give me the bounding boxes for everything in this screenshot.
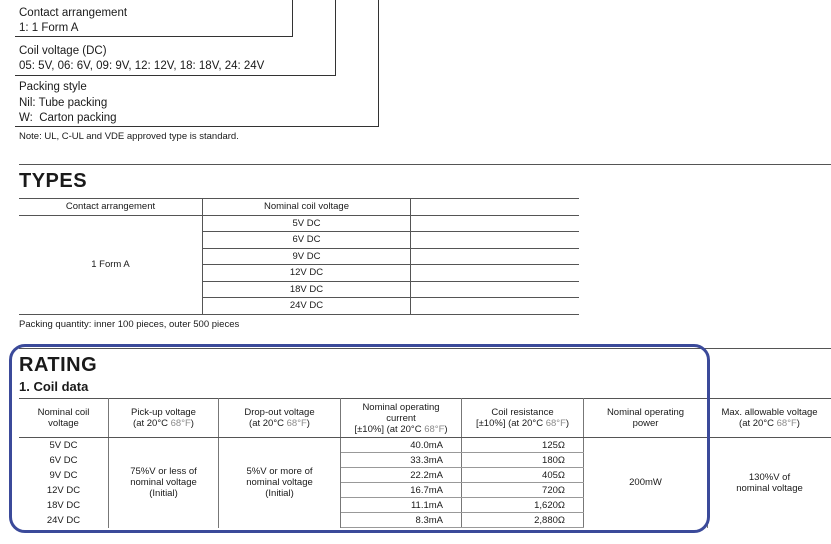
header-nominal-power: Nominal operating power: [584, 399, 708, 438]
coil-voltage-title: Coil voltage (DC): [19, 45, 107, 57]
rating-highlight-frame: [9, 344, 710, 533]
types-col-voltage: Nominal coil voltage: [203, 199, 411, 216]
header-pickup-voltage: Pick-up voltage (at 20°C 68°F): [109, 399, 219, 438]
row-resistance: 2,880Ω: [462, 513, 584, 528]
row-current: 16.7mA: [341, 483, 462, 498]
packing-style-w: W: Carton packing: [19, 112, 117, 124]
row-voltage: 6V DC: [19, 453, 109, 468]
row-voltage: 9V DC: [19, 468, 109, 483]
contact-arrangement-title: Contact arrangement: [19, 7, 128, 19]
row-current: 8.3mA: [341, 513, 462, 528]
row-current: 22.2mA: [341, 468, 462, 483]
types-heading: TYPES: [19, 170, 88, 192]
coil-data-subheading: 1. Coil data: [19, 379, 89, 394]
types-voltage: 12V DC: [203, 265, 411, 282]
types-voltage: 6V DC: [203, 232, 411, 249]
row-current: 11.1mA: [341, 498, 462, 513]
row-resistance: 180Ω: [462, 453, 584, 468]
row-voltage: 18V DC: [19, 498, 109, 513]
types-table: [19, 198, 579, 315]
header-nominal-current: Nominal operating current [±10%] (at 20°C 68°F): [341, 399, 462, 438]
types-voltage: 5V DC: [203, 215, 411, 232]
dropout-value: 5%V or more of nominal voltage (Initial): [219, 438, 341, 528]
types-voltage: 24V DC: [203, 298, 411, 315]
row-current: 33.3mA: [341, 453, 462, 468]
types-contact-value: 1 Form A: [19, 215, 203, 314]
types-col-contact: Contact arrangement: [19, 199, 203, 216]
header-nominal-coil-voltage: Nominal coil voltage: [19, 399, 109, 438]
row-voltage: 12V DC: [19, 483, 109, 498]
header-coil-resistance: Coil resistance [±10%] (at 20°C 68°F): [462, 399, 584, 438]
power-value: 200mW: [584, 438, 708, 528]
row-voltage: 5V DC: [19, 438, 109, 453]
approval-note: Note: UL, C-UL and VDE approved type is standard.: [19, 131, 239, 142]
row-current: 40.0mA: [341, 438, 462, 453]
row-resistance: 1,620Ω: [462, 498, 584, 513]
row-resistance: 405Ω: [462, 468, 584, 483]
header-max-voltage: Max. allowable voltage (at 20°C 68°F): [708, 399, 831, 438]
packing-style-nil: Nil: Tube packing: [19, 97, 108, 109]
max-voltage-value: 130%V of nominal voltage: [736, 471, 803, 494]
packing-style-title: Packing style: [19, 81, 87, 93]
types-voltage: 18V DC: [203, 281, 411, 298]
contact-arrangement-value: 1: 1 Form A: [19, 22, 79, 34]
row-resistance: 125Ω: [462, 438, 584, 453]
pickup-value: 75%V or less of nominal voltage (Initial): [109, 438, 219, 528]
header-dropout-voltage: Drop-out voltage (at 20°C 68°F): [219, 399, 341, 438]
packing-quantity: Packing quantity: inner 100 pieces, outer 500 pieces: [19, 319, 240, 330]
types-voltage: 9V DC: [203, 248, 411, 265]
coil-voltage-value: 05: 5V, 06: 6V, 09: 9V, 12: 12V, 18: 18V, 24: 24V: [19, 60, 265, 72]
rating-heading: RATING: [19, 354, 98, 376]
row-voltage: 24V DC: [19, 513, 109, 528]
row-resistance: 720Ω: [462, 483, 584, 498]
